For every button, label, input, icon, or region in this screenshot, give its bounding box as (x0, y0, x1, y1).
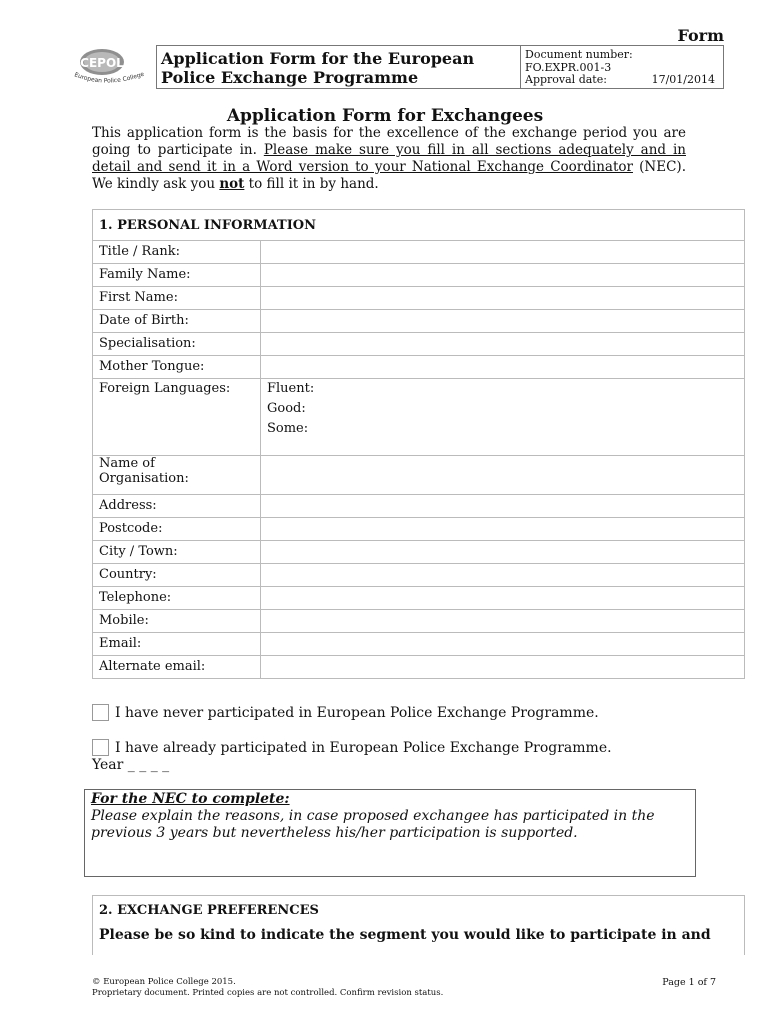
already-participated-checkbox[interactable] (92, 739, 109, 756)
mother-tongue-field[interactable] (261, 356, 745, 379)
country-field[interactable] (261, 564, 745, 587)
first-name-label: First Name: (93, 287, 261, 310)
footer-notice: Proprietary document. Printed copies are not controlled. Confirm revision status. (92, 988, 444, 998)
document-title: Application Form for the European Police Exchange Programme (157, 46, 521, 88)
organisation-label: Name of Organisation: (93, 456, 261, 495)
exchange-preferences-section (92, 895, 745, 955)
mobile-label: Mobile: (93, 610, 261, 633)
telephone-field[interactable] (261, 587, 745, 610)
never-participated-option (92, 704, 599, 721)
personal-info-heading: 1. PERSONAL INFORMATION (93, 210, 745, 241)
country-label: Country: (93, 564, 261, 587)
cepol-logo (68, 42, 156, 94)
never-participated-checkbox[interactable] (92, 704, 109, 721)
address-field[interactable] (261, 495, 745, 518)
nec-title: For the NEC to complete: (91, 791, 290, 807)
approval-label: Approval date: (525, 73, 607, 86)
participation-year[interactable]: Year _ _ _ _ (92, 757, 170, 773)
family-name-field[interactable] (261, 264, 745, 287)
title-rank-label: Title / Rank: (93, 241, 261, 264)
document-header (156, 45, 724, 89)
specialisation-field[interactable] (261, 333, 745, 356)
email-field[interactable] (261, 633, 745, 656)
intro-paragraph: This application form is the basis for the excellence of the exchange period you are going to participate in. Please make sure you fill in all sections adequately and in detail and send it in a Word version to your National Exchange Coordinator (NEC). We kindly ask you not to fill it in by hand. (92, 125, 686, 192)
organisation-field[interactable] (261, 456, 745, 495)
address-label: Address: (93, 495, 261, 518)
document-type-label: Form (677, 26, 724, 45)
alt-email-label: Alternate email: (93, 656, 261, 679)
dob-field[interactable] (261, 310, 745, 333)
postcode-field[interactable] (261, 518, 745, 541)
dob-label: Date of Birth: (93, 310, 261, 333)
already-participated-label: I have already participated in European Police Exchange Programme. (115, 739, 612, 756)
alt-email-field[interactable] (261, 656, 745, 679)
exchange-preferences-instruction: Please be so kind to indicate the segment you would like to participate in and (99, 927, 711, 943)
page-title: Application Form for Exchangees (226, 106, 544, 126)
good-label: Good: (267, 401, 306, 416)
nec-completion-box[interactable] (84, 789, 696, 877)
specialisation-label: Specialisation: (93, 333, 261, 356)
telephone-label: Telephone: (93, 587, 261, 610)
approval-date: 17/01/2014 (651, 73, 715, 86)
city-label: City / Town: (93, 541, 261, 564)
title-rank-field[interactable] (261, 241, 745, 264)
page-number: Page 1 of 7 (662, 977, 716, 988)
email-label: Email: (93, 633, 261, 656)
city-field[interactable] (261, 541, 745, 564)
mother-tongue-label: Mother Tongue: (93, 356, 261, 379)
already-participated-option (92, 739, 612, 756)
footer (92, 977, 443, 999)
family-name-label: Family Name: (93, 264, 261, 287)
personal-information-table (92, 209, 745, 679)
nec-instructions: Please explain the reasons, in case proposed exchangee has participated in the previous 3 years but nevertheless his/her participation is supported. (91, 808, 655, 841)
fluent-label: Fluent: (267, 381, 315, 396)
mobile-field[interactable] (261, 610, 745, 633)
approval-row (525, 74, 723, 87)
foreign-languages-field[interactable] (261, 379, 745, 456)
logo-subtext: European Police College (73, 70, 146, 85)
never-participated-label: I have never participated in European Police Exchange Programme. (115, 704, 599, 721)
document-meta (521, 46, 723, 88)
foreign-languages-label: Foreign Languages: (93, 379, 261, 456)
doc-number: FO.EXPR.001-3 (525, 60, 612, 74)
logo-text: CEPOL (80, 56, 124, 70)
doc-number-label: Document number: (525, 48, 633, 61)
some-label: Some: (267, 421, 309, 436)
exchange-preferences-heading: 2. EXCHANGE PREFERENCES (99, 903, 319, 918)
postcode-label: Postcode: (93, 518, 261, 541)
footer-copyright: © European Police College 2015. (92, 977, 236, 987)
first-name-field[interactable] (261, 287, 745, 310)
